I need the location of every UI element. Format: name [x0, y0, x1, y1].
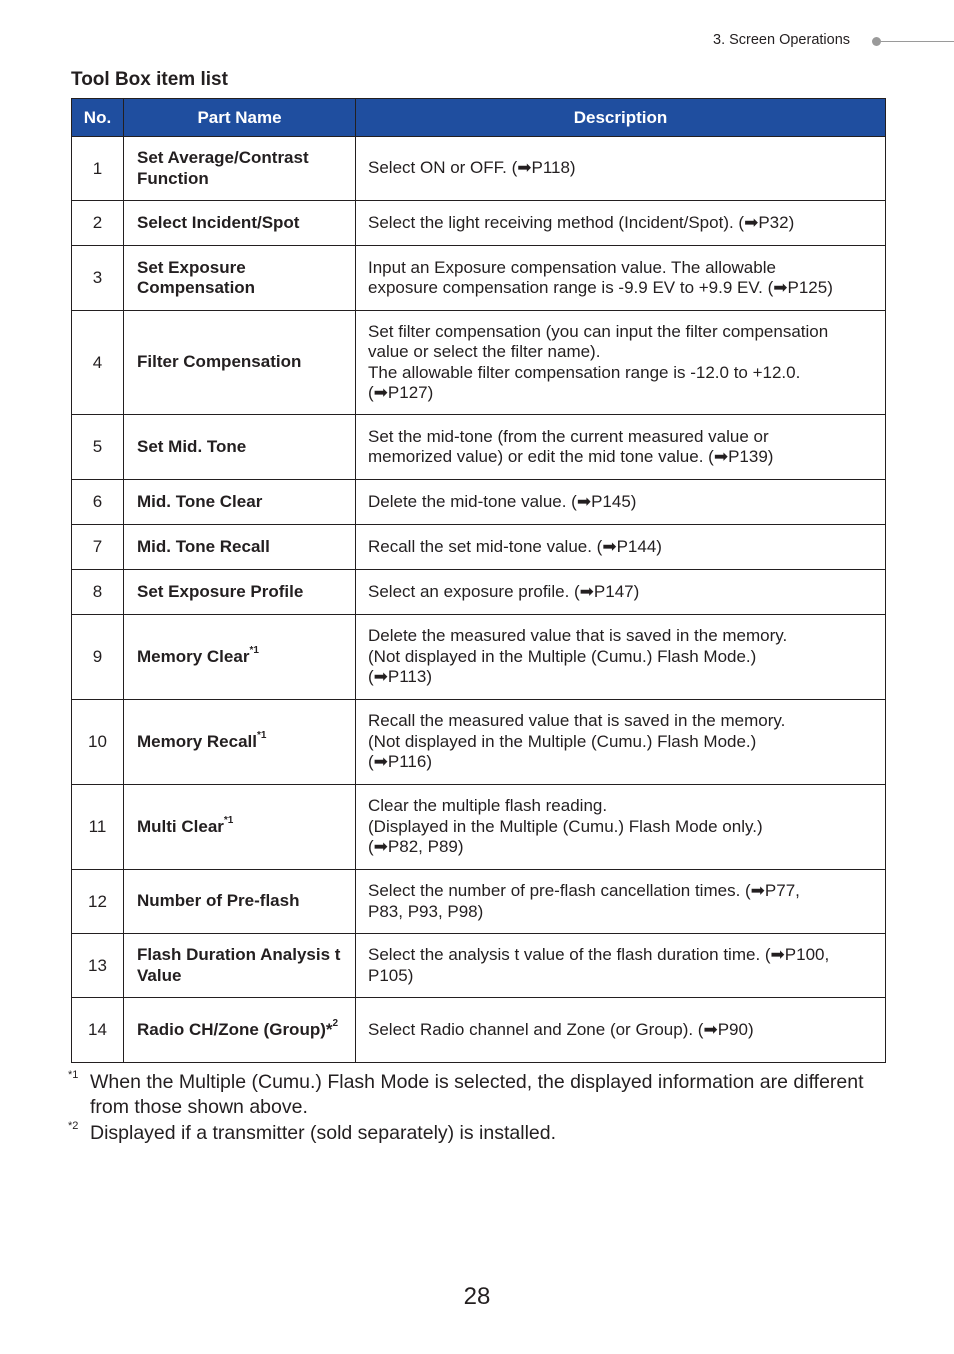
part-name: Multi Clear	[137, 816, 224, 836]
part-name: Set Mid. Tone	[137, 436, 247, 456]
description-cell: Input an Exposure compensation value. The allowable exposure compensation range is -9.9 EV to +9.9 EV. (➡P125)	[356, 246, 886, 311]
part-name-cell	[124, 246, 356, 311]
footnote-text: Displayed if a transmitter (sold separately) is installed.	[90, 1122, 557, 1144]
table-row	[72, 998, 886, 1063]
table-row	[72, 934, 886, 998]
part-name: Select Incident/Spot	[137, 212, 300, 232]
part-name: Number of Pre-flash	[137, 891, 300, 911]
description-cell: Recall the measured value that is saved in the memory. (Not displayed in the Multiple (Cumu.) Flash Mode.) (➡P116)	[356, 700, 886, 785]
column-header-part-name: Part Name	[124, 99, 356, 137]
table-header-row	[72, 99, 886, 137]
part-name-cell	[124, 934, 356, 998]
part-name: Mid. Tone Clear	[137, 491, 263, 511]
footnote-reference: 2	[332, 1018, 339, 1030]
part-name-cell	[124, 998, 356, 1063]
row-number: 5	[72, 415, 124, 480]
chapter-title: 3. Screen Operations	[713, 32, 851, 48]
row-number: 11	[72, 785, 124, 870]
part-name: Mid. Tone Recall	[137, 536, 270, 556]
footnote-reference: *1	[257, 730, 267, 742]
row-number: 1	[72, 137, 124, 201]
header-rule	[881, 41, 954, 42]
part-name-cell	[124, 137, 356, 201]
part-name-cell	[124, 525, 356, 570]
description-cell: Select the number of pre-flash cancellation times. (➡P77, P83, P93, P98)	[356, 870, 886, 934]
row-number: 3	[72, 246, 124, 311]
footnote-mark: *2	[68, 1120, 79, 1132]
table-body	[72, 137, 886, 1063]
part-name-cell	[124, 700, 356, 785]
footnote-reference: *1	[249, 645, 259, 657]
part-name-cell	[124, 870, 356, 934]
table-row	[72, 785, 886, 870]
description-cell: Delete the mid-tone value. (➡P145)	[356, 480, 886, 525]
part-name-cell	[124, 480, 356, 525]
table-row	[72, 415, 886, 480]
table-row	[72, 246, 886, 311]
description-cell: Select Radio channel and Zone (or Group). (➡P90)	[356, 998, 886, 1063]
part-name: Set Exposure Compensation	[137, 257, 256, 297]
table-row	[72, 615, 886, 700]
description-cell: Delete the measured value that is saved in the memory. (Not displayed in the Multiple (Cumu.) Flash Mode.) (➡P113)	[356, 615, 886, 700]
part-name-cell	[124, 311, 356, 415]
footnote-text: When the Multiple (Cumu.) Flash Mode is selected, the displayed information are different from those shown above.	[90, 1071, 864, 1118]
column-header-no: No.	[72, 99, 124, 137]
column-header-description: Description	[356, 99, 886, 137]
description-cell: Recall the set mid-tone value. (➡P144)	[356, 525, 886, 570]
row-number: 2	[72, 201, 124, 246]
footnote-2	[68, 1121, 868, 1146]
table-row	[72, 201, 886, 246]
row-number: 10	[72, 700, 124, 785]
header-dot-ornament	[872, 37, 881, 46]
part-name: Flash Duration Analysis t Value	[137, 945, 341, 985]
table-row	[72, 137, 886, 201]
footnotes	[68, 1070, 868, 1147]
part-name-cell	[124, 615, 356, 700]
row-number: 7	[72, 525, 124, 570]
part-name-cell	[124, 785, 356, 870]
table-row	[72, 870, 886, 934]
part-name-cell	[124, 201, 356, 246]
description-cell: Select ON or OFF. (➡P118)	[356, 137, 886, 201]
description-cell: Select the light receiving method (Incident/Spot). (➡P32)	[356, 201, 886, 246]
footnote-reference: *1	[223, 815, 234, 827]
footnote-mark: *1	[68, 1069, 79, 1081]
page-number: 28	[463, 1283, 491, 1310]
row-number: 8	[72, 570, 124, 615]
description-cell: Set filter compensation (you can input the filter compensation value or select the filter name). The allowable filter compensation range is -12.0 to +12.0. (➡P127)	[356, 311, 886, 415]
description-cell: Set the mid-tone (from the current measured value or memorized value) or edit the mid tone value. (➡P139)	[356, 415, 886, 480]
description-cell: Clear the multiple flash reading. (Displayed in the Multiple (Cumu.) Flash Mode only.) (➡P82, P89)	[356, 785, 886, 870]
row-number: 9	[72, 615, 124, 700]
running-header	[713, 31, 954, 51]
table-row	[72, 700, 886, 785]
row-number: 14	[72, 998, 124, 1063]
row-number: 12	[72, 870, 124, 934]
row-number: 4	[72, 311, 124, 415]
description-cell: Select the analysis t value of the flash duration time. (➡P100, P105)	[356, 934, 886, 998]
row-number: 13	[72, 934, 124, 998]
table-row	[72, 570, 886, 615]
table-row	[72, 311, 886, 415]
table-row	[72, 525, 886, 570]
table-row	[72, 480, 886, 525]
footnote-1	[68, 1070, 868, 1120]
part-name: Memory Recall	[137, 731, 257, 751]
part-name: Set Exposure Profile	[137, 581, 304, 601]
part-name: Filter Compensation	[137, 352, 302, 372]
description-cell: Select an exposure profile. (➡P147)	[356, 570, 886, 615]
part-name-cell	[124, 570, 356, 615]
row-number: 6	[72, 480, 124, 525]
section-title: Tool Box item list	[71, 69, 228, 90]
toolbox-table	[71, 98, 886, 1063]
part-name: Radio CH/Zone (Group)*	[137, 1019, 333, 1039]
part-name-cell	[124, 415, 356, 480]
part-name: Set Average/Contrast Function	[137, 148, 309, 188]
part-name: Memory Clear	[137, 646, 250, 666]
